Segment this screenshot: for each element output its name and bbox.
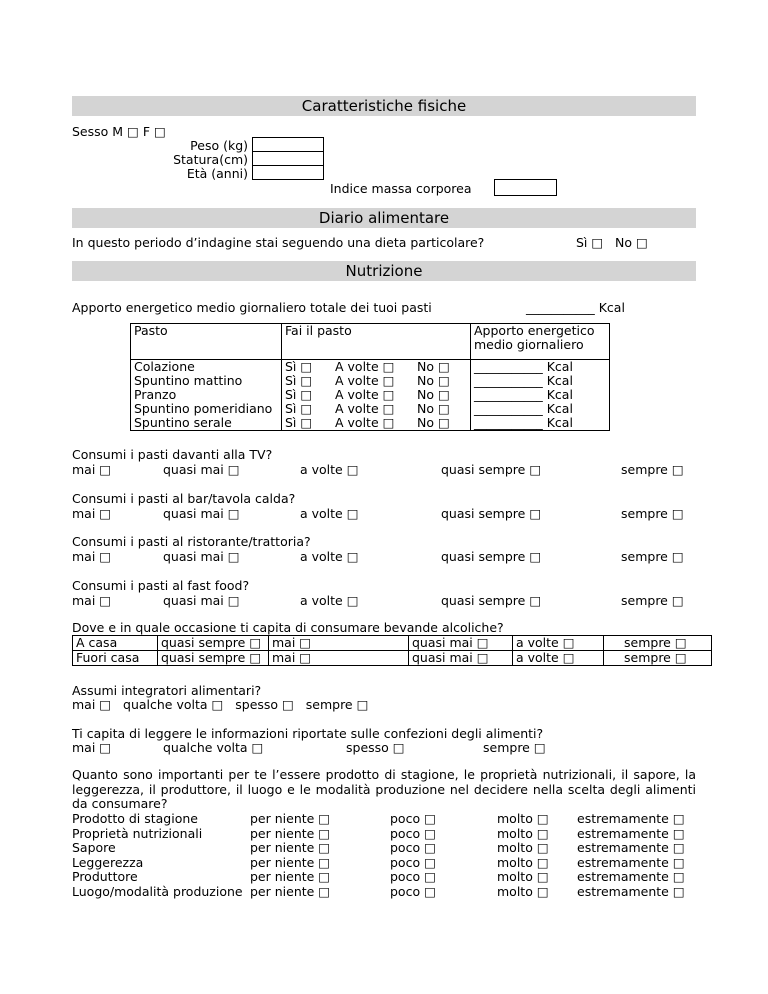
importanza-option[interactable]: molto □ — [497, 869, 549, 884]
dieta-question: In questo periodo d’indagine stai seguendo una dieta particolare? — [72, 235, 485, 250]
peso-label: Peso (kg) — [190, 138, 248, 153]
freq-option[interactable]: quasi mai □ — [163, 549, 240, 564]
section-title-nutrizione: Nutrizione — [72, 261, 696, 281]
importanza-item: Sapore — [72, 840, 116, 855]
pasto-name: Spuntino serale — [131, 416, 282, 431]
alcol-option[interactable]: quasi sempre □ — [158, 636, 269, 651]
pasto-avolte-option[interactable]: A volte □ — [335, 387, 395, 402]
section-title-caratteristiche: Caratteristiche fisiche — [72, 96, 696, 116]
importanza-option[interactable]: per niente □ — [250, 825, 331, 841]
importanza-item: Proprietà nutrizionali — [72, 825, 203, 841]
pasto-name: Colazione — [131, 360, 282, 375]
alcol-option[interactable]: quasi mai □ — [409, 636, 513, 651]
pasto-avolte-option[interactable]: A volte □ — [332, 360, 414, 375]
freq-option[interactable]: sempre □ — [621, 593, 684, 608]
etichette-opt-mai[interactable]: mai □ — [72, 740, 112, 755]
pasto-kcal-field[interactable]: ___________ Kcal — [471, 416, 610, 431]
freq-option[interactable]: quasi mai □ — [163, 462, 240, 477]
importanza-option[interactable]: poco □ — [390, 811, 436, 826]
importanza-option[interactable]: per niente □ — [250, 883, 331, 899]
importanza-option[interactable]: per niente □ — [250, 869, 331, 884]
freq-option[interactable]: a volte □ — [300, 593, 359, 608]
freq-option[interactable]: mai □ — [72, 593, 112, 608]
alcol-row — [73, 636, 712, 651]
importanza-option[interactable]: per niente □ — [250, 811, 331, 826]
pasto-no-option[interactable]: No □ — [414, 416, 471, 431]
section-title-diario: Diario alimentare — [72, 208, 696, 228]
etichette-opt-spesso[interactable]: spesso □ — [346, 740, 405, 755]
statura-input[interactable] — [252, 151, 324, 166]
alcol-row — [73, 651, 712, 666]
freq-option[interactable]: a volte □ — [300, 462, 359, 477]
freq-option[interactable]: a volte □ — [300, 506, 359, 521]
pasto-kcal-field[interactable]: ___________ Kcal — [471, 402, 610, 416]
freq-option[interactable]: sempre □ — [621, 506, 684, 521]
pasto-si-option[interactable]: Sì □ — [282, 416, 333, 431]
freq-option[interactable]: sempre □ — [621, 462, 684, 477]
apporto-kcal-field[interactable]: ___________ Kcal — [526, 300, 625, 315]
importanza-option[interactable]: poco □ — [390, 869, 436, 884]
pasto-no-option[interactable]: No □ — [414, 388, 471, 402]
importanza-option[interactable]: molto □ — [497, 840, 549, 855]
importanza-option[interactable]: molto □ — [497, 883, 549, 899]
peso-input[interactable] — [252, 137, 324, 152]
alcol-place: A casa — [73, 636, 158, 651]
pasto-no-option[interactable]: No □ — [414, 360, 471, 375]
dieta-no-option[interactable]: No □ — [615, 235, 648, 250]
pasto-avolte-option[interactable]: A volte □ — [335, 373, 395, 388]
freq-question: Consumi i pasti al fast food? — [72, 578, 250, 593]
pasto-si-option[interactable]: Sì □ — [282, 402, 333, 416]
eta-input[interactable] — [252, 165, 324, 180]
pasto-no-option[interactable]: No □ — [414, 402, 471, 416]
importanza-option[interactable]: molto □ — [497, 811, 549, 826]
importanza-option[interactable]: per niente □ — [250, 840, 331, 855]
freq-option[interactable]: quasi sempre □ — [441, 506, 542, 521]
pasto-kcal-field[interactable]: ___________ Kcal — [471, 374, 610, 388]
pasti-table — [130, 323, 610, 431]
pasto-kcal-field[interactable]: ___________ Kcal — [471, 360, 610, 375]
pasti-row — [131, 416, 610, 431]
freq-option[interactable]: sempre □ — [621, 549, 684, 564]
alcol-option[interactable]: mai □ — [269, 651, 409, 666]
importanza-option[interactable]: molto □ — [497, 854, 549, 870]
freq-option[interactable]: a volte □ — [300, 549, 359, 564]
pasto-name: Spuntino mattino — [131, 374, 282, 388]
integratori-options[interactable]: mai □ qualche volta □ spesso □ sempre □ — [72, 697, 369, 712]
imc-label: Indice massa corporea — [330, 181, 472, 196]
etichette-question: Ti capita di leggere le informazioni riportate sulle confezioni degli alimenti? — [72, 726, 544, 741]
pasti-row — [131, 374, 610, 388]
importanza-item: Prodotto di stagione — [72, 811, 198, 826]
importanza-option[interactable]: poco □ — [390, 854, 436, 870]
alcol-option[interactable]: a volte □ — [513, 651, 604, 666]
statura-label: Statura(cm) — [173, 152, 248, 167]
freq-question: Consumi i pasti al ristorante/trattoria? — [72, 534, 311, 549]
alcol-option[interactable]: mai □ — [269, 636, 409, 651]
importanza-option[interactable]: estremamente □ — [577, 840, 685, 855]
header-fai-pasto: Fai il pasto — [282, 324, 471, 360]
importanza-option[interactable]: poco □ — [390, 825, 436, 841]
imc-input[interactable] — [494, 179, 557, 196]
pasto-avolte-option[interactable]: A volte □ — [335, 401, 395, 416]
header-apporto: Apporto energetico medio giornaliero — [471, 324, 610, 360]
pasto-si-option[interactable]: Sì □ — [282, 360, 333, 375]
importanza-option[interactable]: molto □ — [497, 825, 549, 841]
pasto-si-option[interactable]: Sì □ — [282, 388, 333, 402]
alcol-table — [72, 635, 712, 666]
alcol-option[interactable]: sempre □ — [604, 651, 712, 666]
pasto-name: Pranzo — [131, 388, 282, 402]
alcol-option[interactable]: quasi mai □ — [409, 651, 513, 666]
importanza-option[interactable]: poco □ — [390, 840, 436, 855]
freq-option[interactable]: quasi sempre □ — [441, 462, 542, 477]
pasto-avolte-option[interactable]: A volte □ — [332, 416, 414, 431]
alcol-option[interactable]: quasi sempre □ — [158, 651, 269, 666]
eta-label: Età (anni) — [186, 166, 248, 181]
freq-option[interactable]: mai □ — [72, 549, 112, 564]
importanza-option[interactable]: estremamente □ — [577, 825, 685, 841]
apporto-label: Apporto energetico medio giornaliero totale dei tuoi pasti — [72, 300, 432, 315]
freq-option[interactable]: quasi mai □ — [163, 593, 240, 608]
freq-option[interactable]: mai □ — [72, 462, 112, 477]
pasto-kcal-field[interactable]: ___________ Kcal — [471, 388, 610, 402]
importanza-option[interactable]: per niente □ — [250, 854, 331, 870]
importanza-option[interactable]: estremamente □ — [577, 869, 685, 884]
importanza-option[interactable]: estremamente □ — [577, 811, 685, 826]
header-pasto: Pasto — [131, 324, 282, 360]
pasti-row — [131, 388, 610, 402]
alcol-option[interactable]: a volte □ — [513, 636, 604, 651]
pasto-no-option[interactable]: No □ — [414, 374, 471, 388]
freq-option[interactable]: mai □ — [72, 506, 112, 521]
pasti-row — [131, 402, 610, 416]
importanza-option[interactable]: estremamente □ — [577, 854, 685, 870]
etichette-opt-qualche[interactable]: qualche volta □ — [163, 740, 264, 755]
freq-question: Consumi i pasti al bar/tavola calda? — [72, 491, 296, 506]
integratori-question: Assumi integratori alimentari? — [72, 683, 262, 698]
importanza-option[interactable]: estremamente □ — [577, 883, 685, 899]
importanza-option[interactable]: poco □ — [390, 883, 436, 899]
alcol-option[interactable]: sempre □ — [604, 636, 712, 651]
pasto-name: Spuntino pomeridiano — [131, 402, 282, 416]
importanza-item: Luogo/modalità produzione — [72, 883, 243, 899]
importanza-question: Quanto sono importanti per te l’essere prodotto di stagione, le proprietà nutrizionali, il sapore, la leggerezza, il produttore, il luogo e le modalità produzione nel decidere nella scelta degli alimenti da consumare? — [72, 767, 696, 811]
importanza-item: Leggerezza — [72, 854, 144, 870]
freq-option[interactable]: quasi mai □ — [163, 506, 240, 521]
alcol-question: Dove e in quale occasione ti capita di consumare bevande alcoliche? — [72, 620, 504, 635]
alcol-place: Fuori casa — [73, 651, 158, 666]
freq-question: Consumi i pasti davanti alla TV? — [72, 447, 273, 462]
etichette-opt-sempre[interactable]: sempre □ — [483, 740, 546, 755]
dieta-si-option[interactable]: Sì □ — [576, 235, 604, 250]
sesso-field[interactable]: Sesso M □ F □ — [72, 124, 166, 139]
importanza-item: Produttore — [72, 869, 138, 884]
pasti-row — [131, 360, 610, 375]
freq-option[interactable]: quasi sempre □ — [441, 593, 542, 608]
freq-option[interactable]: quasi sempre □ — [441, 549, 542, 564]
pasto-si-option[interactable]: Sì □ — [282, 374, 333, 388]
